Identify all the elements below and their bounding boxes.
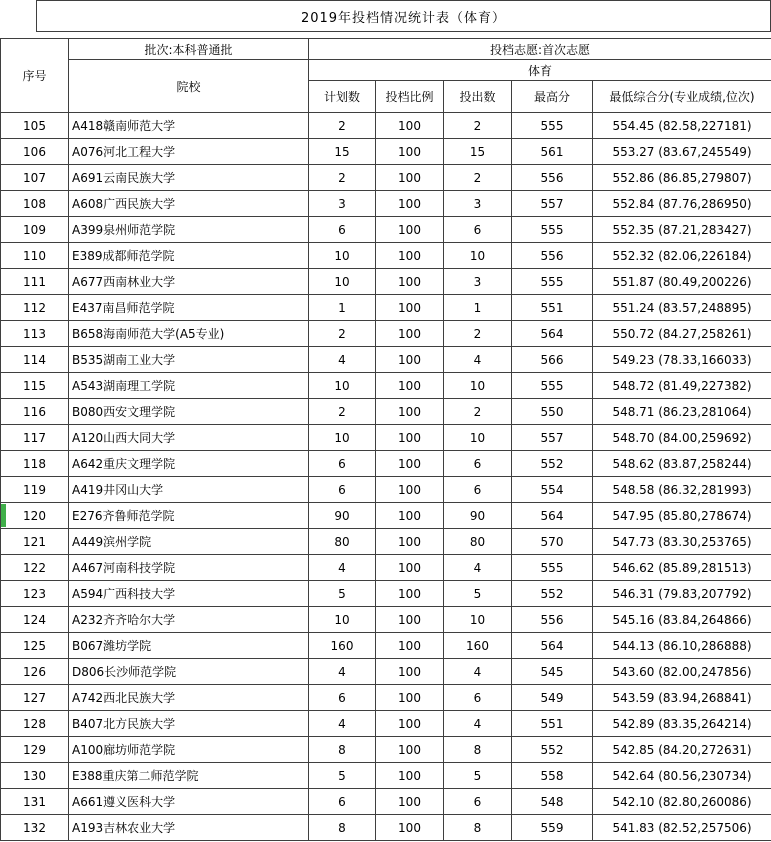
cell-min[interactable]: 552.32 (82.06,226184) [593, 243, 771, 269]
cell-ratio[interactable]: 100 [376, 737, 444, 763]
cell-seq[interactable]: 106 [1, 139, 69, 165]
table-row [1, 269, 771, 295]
cell-max[interactable]: 556 [512, 607, 593, 633]
cell-ratio[interactable]: 100 [376, 633, 444, 659]
cell-max[interactable]: 555 [512, 373, 593, 399]
cell-sent[interactable]: 2 [444, 165, 512, 191]
header-max-score[interactable]: 最高分 [512, 81, 593, 113]
header-seq[interactable]: 序号 [1, 39, 69, 113]
table-row [1, 321, 771, 347]
cell-min[interactable]: 554.45 (82.58,227181) [593, 113, 771, 139]
cell-seq[interactable]: 125 [1, 633, 69, 659]
cell-max[interactable]: 556 [512, 165, 593, 191]
cell-college[interactable]: A594广西科技大学 [69, 581, 309, 607]
cell-plan[interactable]: 3 [309, 191, 376, 217]
cell-max[interactable]: 557 [512, 191, 593, 217]
cell-sent[interactable]: 5 [444, 763, 512, 789]
header-sport[interactable]: 体育 [309, 60, 771, 81]
cell-plan[interactable]: 2 [309, 165, 376, 191]
cell-sent[interactable]: 3 [444, 191, 512, 217]
header-row-2 [1, 60, 771, 81]
cell-max[interactable]: 549 [512, 685, 593, 711]
cell-min[interactable]: 552.35 (87.21,283427) [593, 217, 771, 243]
header-min-score[interactable]: 最低综合分(专业成绩,位次) [593, 81, 771, 113]
cell-seq[interactable]: 108 [1, 191, 69, 217]
cell-seq[interactable]: 117 [1, 425, 69, 451]
cell-min[interactable]: 551.24 (83.57,248895) [593, 295, 771, 321]
cell-plan[interactable]: 90 [309, 503, 376, 529]
cell-sent[interactable]: 10 [444, 607, 512, 633]
cell-college[interactable]: A642重庆文理学院 [69, 451, 309, 477]
cell-max[interactable]: 552 [512, 581, 593, 607]
cell-college[interactable]: A399泉州师范学院 [69, 217, 309, 243]
table-row [1, 451, 771, 477]
cell-ratio[interactable]: 100 [376, 113, 444, 139]
cell-min[interactable]: 552.84 (87.76,286950) [593, 191, 771, 217]
cell-college[interactable]: A467河南科技学院 [69, 555, 309, 581]
cell-seq[interactable]: 131 [1, 789, 69, 815]
cell-plan[interactable]: 10 [309, 607, 376, 633]
cell-college[interactable]: B080西安文理学院 [69, 399, 309, 425]
cell-sent[interactable]: 8 [444, 737, 512, 763]
table-row [1, 243, 771, 269]
cell-max[interactable]: 552 [512, 737, 593, 763]
cell-seq[interactable]: 119 [1, 477, 69, 503]
cell-plan[interactable]: 4 [309, 555, 376, 581]
cell-seq[interactable]: 110 [1, 243, 69, 269]
table-row [1, 347, 771, 373]
cell-ratio[interactable]: 100 [376, 217, 444, 243]
cell-sent[interactable]: 5 [444, 581, 512, 607]
table-row [1, 295, 771, 321]
cell-sent[interactable]: 6 [444, 477, 512, 503]
table-body [1, 113, 771, 841]
cell-seq[interactable]: 121 [1, 529, 69, 555]
cell-plan[interactable]: 10 [309, 425, 376, 451]
cell-sent[interactable]: 4 [444, 659, 512, 685]
cell-sent[interactable]: 6 [444, 685, 512, 711]
cell-ratio[interactable]: 100 [376, 399, 444, 425]
cell-max[interactable]: 551 [512, 295, 593, 321]
cell-ratio[interactable]: 100 [376, 789, 444, 815]
cell-sent[interactable]: 10 [444, 425, 512, 451]
cell-plan[interactable]: 1 [309, 295, 376, 321]
cell-sent[interactable]: 80 [444, 529, 512, 555]
cell-plan[interactable]: 10 [309, 373, 376, 399]
cell-min[interactable]: 546.62 (85.89,281513) [593, 555, 771, 581]
cell-ratio[interactable]: 100 [376, 503, 444, 529]
cell-ratio[interactable]: 100 [376, 555, 444, 581]
cell-max[interactable]: 558 [512, 763, 593, 789]
cell-college[interactable]: A419井冈山大学 [69, 477, 309, 503]
table-row [1, 217, 771, 243]
table-title[interactable]: 2019年投档情况统计表（体育） [36, 0, 771, 32]
cell-sent[interactable]: 10 [444, 373, 512, 399]
cell-min[interactable]: 548.62 (83.87,258244) [593, 451, 771, 477]
header-ratio[interactable]: 投档比例 [376, 81, 444, 113]
header-college[interactable]: 院校 [69, 60, 309, 113]
cell-ratio[interactable]: 100 [376, 685, 444, 711]
cell-seq[interactable]: 123 [1, 581, 69, 607]
cell-college[interactable]: A677西南林业大学 [69, 269, 309, 295]
cell-seq[interactable]: 122 [1, 555, 69, 581]
cell-plan[interactable]: 4 [309, 347, 376, 373]
cell-max[interactable]: 555 [512, 113, 593, 139]
cell-ratio[interactable]: 100 [376, 165, 444, 191]
cell-min[interactable]: 552.86 (86.85,279807) [593, 165, 771, 191]
cell-ratio[interactable]: 100 [376, 321, 444, 347]
table-row [1, 139, 771, 165]
cell-max[interactable]: 550 [512, 399, 593, 425]
header-first-wish[interactable]: 投档志愿:首次志愿 [309, 39, 771, 60]
cell-college[interactable]: A418赣南师范大学 [69, 113, 309, 139]
cell-seq[interactable]: 114 [1, 347, 69, 373]
cell-sent[interactable]: 6 [444, 217, 512, 243]
cell-min[interactable]: 542.64 (80.56,230734) [593, 763, 771, 789]
cell-sent[interactable]: 2 [444, 321, 512, 347]
cell-ratio[interactable]: 100 [376, 815, 444, 841]
table-row [1, 815, 771, 841]
cell-sent[interactable]: 4 [444, 555, 512, 581]
cell-plan[interactable]: 10 [309, 243, 376, 269]
table-row [1, 607, 771, 633]
table-row [1, 399, 771, 425]
cell-seq[interactable]: 126 [1, 659, 69, 685]
cell-sent[interactable]: 2 [444, 399, 512, 425]
table-row [1, 165, 771, 191]
cell-plan[interactable]: 15 [309, 139, 376, 165]
table-row [1, 763, 771, 789]
cell-college[interactable]: A193吉林农业大学 [69, 815, 309, 841]
cell-plan[interactable]: 5 [309, 763, 376, 789]
cell-seq[interactable]: 129 [1, 737, 69, 763]
cell-min[interactable]: 551.87 (80.49,200226) [593, 269, 771, 295]
cell-ratio[interactable]: 100 [376, 659, 444, 685]
cell-plan[interactable]: 6 [309, 685, 376, 711]
table-row [1, 685, 771, 711]
cell-max[interactable]: 545 [512, 659, 593, 685]
cell-plan[interactable]: 2 [309, 321, 376, 347]
cell-seq[interactable]: 132 [1, 815, 69, 841]
cell-min[interactable]: 543.59 (83.94,268841) [593, 685, 771, 711]
cell-college[interactable]: D806长沙师范学院 [69, 659, 309, 685]
cell-plan[interactable]: 4 [309, 711, 376, 737]
cell-plan[interactable]: 160 [309, 633, 376, 659]
cell-plan[interactable]: 6 [309, 789, 376, 815]
cell-min[interactable]: 548.58 (86.32,281993) [593, 477, 771, 503]
cell-sent[interactable]: 90 [444, 503, 512, 529]
cell-seq[interactable]: 118 [1, 451, 69, 477]
table-row [1, 711, 771, 737]
cell-max[interactable]: 551 [512, 711, 593, 737]
cell-max[interactable]: 554 [512, 477, 593, 503]
cell-max[interactable]: 559 [512, 815, 593, 841]
cell-max[interactable]: 556 [512, 243, 593, 269]
cell-ratio[interactable]: 100 [376, 607, 444, 633]
cell-sent[interactable]: 160 [444, 633, 512, 659]
cell-ratio[interactable]: 100 [376, 581, 444, 607]
cell-seq[interactable]: 127 [1, 685, 69, 711]
cell-plan[interactable]: 8 [309, 815, 376, 841]
cell-college[interactable]: A691云南民族大学 [69, 165, 309, 191]
header-plan-count[interactable]: 计划数 [309, 81, 376, 113]
cell-college[interactable]: B658海南师范大学(A5专业) [69, 321, 309, 347]
cell-plan[interactable]: 6 [309, 477, 376, 503]
cell-plan[interactable]: 6 [309, 451, 376, 477]
header-batch[interactable]: 批次:本科普通批 [69, 39, 309, 60]
cell-ratio[interactable]: 100 [376, 477, 444, 503]
cell-college[interactable]: E437南昌师范学院 [69, 295, 309, 321]
cell-ratio[interactable]: 100 [376, 347, 444, 373]
cell-min[interactable]: 548.72 (81.49,227382) [593, 373, 771, 399]
cell-college[interactable]: A742西北民族大学 [69, 685, 309, 711]
cell-plan[interactable]: 6 [309, 217, 376, 243]
cell-seq[interactable]: 112 [1, 295, 69, 321]
table-row [1, 373, 771, 399]
cell-min[interactable]: 550.72 (84.27,258261) [593, 321, 771, 347]
cell-max[interactable]: 570 [512, 529, 593, 555]
table-row [1, 113, 771, 139]
cell-max[interactable]: 555 [512, 269, 593, 295]
cell-college[interactable]: B407北方民族大学 [69, 711, 309, 737]
cell-college[interactable]: A120山西大同大学 [69, 425, 309, 451]
cell-min[interactable]: 548.70 (84.00,259692) [593, 425, 771, 451]
cell-min[interactable]: 548.71 (86.23,281064) [593, 399, 771, 425]
cell-min[interactable]: 541.83 (82.52,257506) [593, 815, 771, 841]
cell-max[interactable]: 564 [512, 503, 593, 529]
table-row [1, 529, 771, 555]
cell-seq[interactable]: 105 [1, 113, 69, 139]
cell-ratio[interactable]: 100 [376, 451, 444, 477]
cell-college[interactable]: A661遵义医科大学 [69, 789, 309, 815]
cell-ratio[interactable]: 100 [376, 711, 444, 737]
cell-ratio[interactable]: 100 [376, 295, 444, 321]
cell-plan[interactable]: 80 [309, 529, 376, 555]
cell-min[interactable]: 544.13 (86.10,286888) [593, 633, 771, 659]
cell-min[interactable]: 547.95 (85.80,278674) [593, 503, 771, 529]
cell-college[interactable]: A232齐齐哈尔大学 [69, 607, 309, 633]
table-row [1, 555, 771, 581]
table-header [1, 39, 771, 113]
cell-plan[interactable]: 10 [309, 269, 376, 295]
cell-min[interactable]: 542.85 (84.20,272631) [593, 737, 771, 763]
cell-college[interactable]: E388重庆第二师范学院 [69, 763, 309, 789]
cell-plan[interactable]: 5 [309, 581, 376, 607]
cell-max[interactable]: 548 [512, 789, 593, 815]
cell-college[interactable]: A449滨州学院 [69, 529, 309, 555]
cell-max[interactable]: 564 [512, 633, 593, 659]
cell-min[interactable]: 553.27 (83.67,245549) [593, 139, 771, 165]
table-row [1, 633, 771, 659]
cell-sent[interactable]: 15 [444, 139, 512, 165]
cell-min[interactable]: 542.89 (83.35,264214) [593, 711, 771, 737]
cell-sent[interactable]: 4 [444, 347, 512, 373]
cell-sent[interactable]: 6 [444, 789, 512, 815]
cell-ratio[interactable]: 100 [376, 763, 444, 789]
cell-seq-selected-marker[interactable]: 120 [1, 503, 69, 529]
cell-sent[interactable]: 1 [444, 295, 512, 321]
cell-seq[interactable]: 116 [1, 399, 69, 425]
table-row [1, 789, 771, 815]
admission-table [0, 38, 771, 841]
cell-seq[interactable]: 113 [1, 321, 69, 347]
cell-max[interactable]: 555 [512, 217, 593, 243]
table-row [1, 737, 771, 763]
cell-ratio[interactable]: 100 [376, 373, 444, 399]
cell-ratio[interactable]: 100 [376, 529, 444, 555]
cell-min[interactable]: 542.10 (82.80,260086) [593, 789, 771, 815]
cell-sent[interactable]: 2 [444, 113, 512, 139]
cell-seq[interactable]: 128 [1, 711, 69, 737]
cell-seq[interactable]: 115 [1, 373, 69, 399]
header-sent-count[interactable]: 投出数 [444, 81, 512, 113]
cell-college[interactable]: E276齐鲁师范学院 [69, 503, 309, 529]
cell-max[interactable]: 561 [512, 139, 593, 165]
cell-ratio[interactable]: 100 [376, 139, 444, 165]
cell-seq[interactable]: 107 [1, 165, 69, 191]
cell-max[interactable]: 557 [512, 425, 593, 451]
cell-ratio[interactable]: 100 [376, 191, 444, 217]
table-row [1, 503, 771, 529]
cell-sent[interactable]: 6 [444, 451, 512, 477]
cell-college[interactable]: A100廊坊师范学院 [69, 737, 309, 763]
cell-ratio[interactable]: 100 [376, 425, 444, 451]
cell-college[interactable]: B067潍坊学院 [69, 633, 309, 659]
cell-min[interactable]: 547.73 (83.30,253765) [593, 529, 771, 555]
cell-sent[interactable]: 4 [444, 711, 512, 737]
cell-seq[interactable]: 130 [1, 763, 69, 789]
cell-college[interactable]: A543湖南理工学院 [69, 373, 309, 399]
cell-seq[interactable]: 109 [1, 217, 69, 243]
cell-college[interactable]: A076河北工程大学 [69, 139, 309, 165]
cell-sent[interactable]: 10 [444, 243, 512, 269]
table-row [1, 477, 771, 503]
cell-plan[interactable]: 8 [309, 737, 376, 763]
cell-seq[interactable]: 111 [1, 269, 69, 295]
cell-max[interactable]: 566 [512, 347, 593, 373]
cell-plan[interactable]: 2 [309, 399, 376, 425]
cell-sent[interactable]: 3 [444, 269, 512, 295]
cell-college[interactable]: A608广西民族大学 [69, 191, 309, 217]
cell-min[interactable]: 543.60 (82.00,247856) [593, 659, 771, 685]
cell-min[interactable]: 546.31 (79.83,207792) [593, 581, 771, 607]
cell-max[interactable]: 564 [512, 321, 593, 347]
header-row-1 [1, 39, 771, 60]
cell-college[interactable]: E389成都师范学院 [69, 243, 309, 269]
cell-min[interactable]: 545.16 (83.84,264866) [593, 607, 771, 633]
cell-min[interactable]: 549.23 (78.33,166033) [593, 347, 771, 373]
table-row [1, 191, 771, 217]
table-row [1, 659, 771, 685]
table-row [1, 425, 771, 451]
cell-seq[interactable]: 124 [1, 607, 69, 633]
cell-ratio[interactable]: 100 [376, 243, 444, 269]
cell-college[interactable]: B535湖南工业大学 [69, 347, 309, 373]
cell-plan[interactable]: 4 [309, 659, 376, 685]
cell-plan[interactable]: 2 [309, 113, 376, 139]
cell-max[interactable]: 555 [512, 555, 593, 581]
cell-sent[interactable]: 8 [444, 815, 512, 841]
cell-ratio[interactable]: 100 [376, 269, 444, 295]
cell-max[interactable]: 552 [512, 451, 593, 477]
table-row [1, 581, 771, 607]
